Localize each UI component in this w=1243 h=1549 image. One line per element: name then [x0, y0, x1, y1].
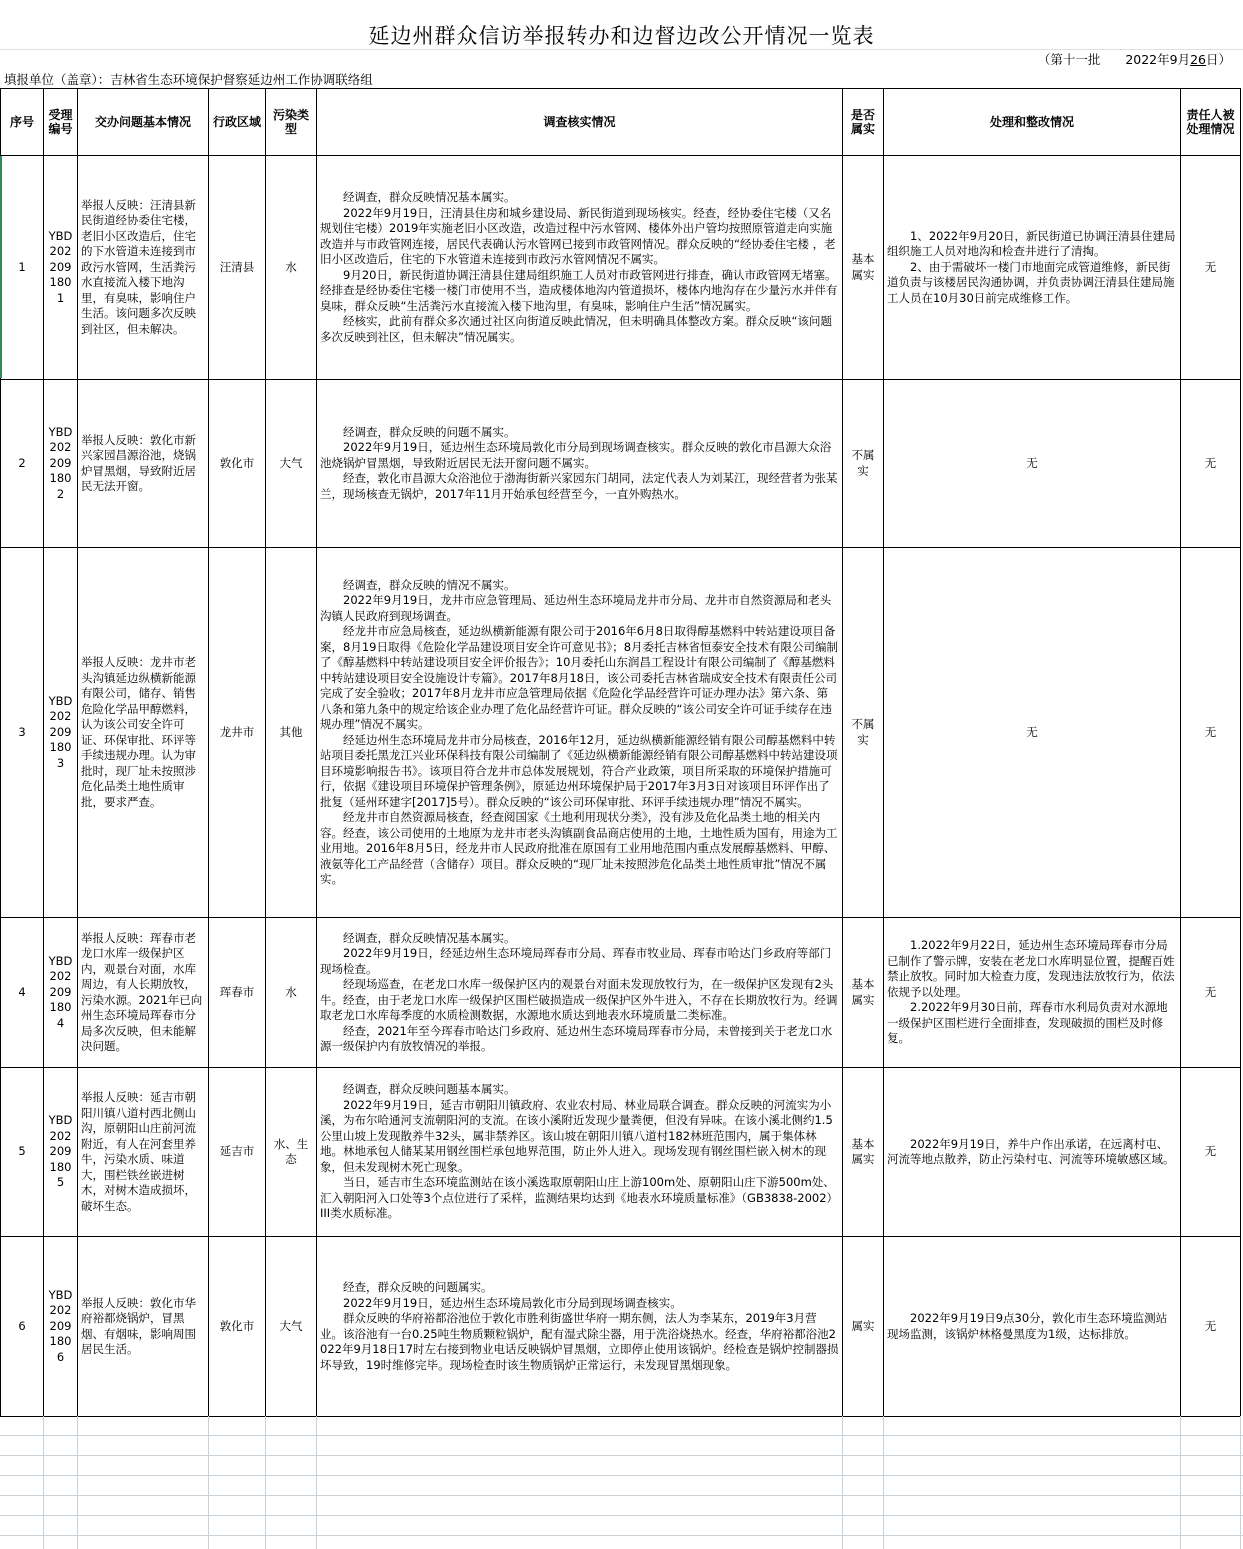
cell-investigation [317, 1237, 843, 1417]
investigation-paragraph: 经查，群众反映的问题属实。 [343, 1280, 493, 1294]
table-row [1, 1068, 1241, 1237]
rectification-paragraph: 2.2022年9月30日前，珲春市水利局负责对水源地一级保护区围栏进行全面排查，发现破损的围栏及时修复。 [887, 1000, 1168, 1046]
investigation-paragraph: 2022年9月19日，汪清县住房和城乡建设局、新民街道到现场核实。经查，经协委住宅楼（又名规划住宅楼）2019年实施老旧小区改造，改造过程中污水管网、楼体外出户管均按照原管道走向实施改造并与市政管网连接，居民代表确认污水管网已接到市政管网情况。群众反映的“经协委住宅楼 ，老旧小区改造后，住宅的下水管道未连接到市政污水管网情况不属实。 [320, 205, 836, 266]
cell-region: 珲春市 [209, 918, 266, 1068]
cell-case-no: YBD2022091805 [44, 1068, 78, 1237]
investigation-paragraph: 经调查，群众反映问题基本属实。 [343, 1082, 516, 1097]
cell-rectification [884, 1068, 1181, 1237]
cell-seq: 1 [1, 156, 44, 380]
cell-issue: 举报人反映：珲春市老龙口水库一级保护区内，观景台对面，水库周边，有人长期放牧，污染水源。2021年已向州生态环境局珲春市分局多次反映，但未能解决问题。 [78, 918, 209, 1068]
cell-investigation [317, 548, 843, 918]
cell-accountability: 无 [1181, 1237, 1241, 1417]
header-region: 行政区域 [209, 89, 266, 156]
cell-verified: 属实 [843, 1237, 884, 1417]
investigation-paragraph: 当日，延吉市生态环境监测站在该小溪选取原朝阳山庄上游100m处、原朝阳山庄下游500m处、汇入朝阳河入口处等3个点位进行了采样，监测结果均达到《地表水环境质量标准》（GB3838-2002）III类水质标准。 [320, 1175, 839, 1221]
disclosure-table [0, 88, 1241, 1417]
rectification-paragraph: 2022年9月19日，养牛户作出承诺，在远离村屯、河流等地点散养，防止污染村屯、河流等环境敏感区域。 [887, 1136, 1175, 1166]
cell-seq: 5 [1, 1068, 44, 1237]
cell-region: 敦化市 [209, 1237, 266, 1417]
cell-case-no: YBD2022091804 [44, 918, 78, 1068]
cell-issue: 举报人反映：延吉市朝阳川镇八道村西北侧山沟，原朝阳山庄前河流附近，有人在河套里养牛，污染水质、味道大，围栏铁丝嵌进树木，对树木造成损坏，破坏生态。 [78, 1068, 209, 1237]
header-verified: 是否属实 [843, 89, 884, 156]
cell-accountability: 无 [1181, 548, 1241, 918]
active-cell-marker [0, 156, 2, 378]
investigation-paragraph: 经龙井市自然资源局核查，经查阅国家《土地利用现状分类》，没有涉及危化品类土地的相关内容。经查，该公司使用的土地原为龙井市老头沟镇副食品商店使用的土地，土地性质为国有，用途为工业用地。2016年8月5日，经龙井市人民政府批准在原国有工业用地范围内重点发展醇基燃料、甲醇、液氨等化工产品经营（含储存）项目。群众反映的“现厂址未按照涉危化品类土地性质审批”情况不属实。 [320, 810, 838, 886]
investigation-paragraph: 2022年9月19日，龙井市应急管理局、延边州生态环境局龙井市分局、龙井市自然资源局和老头沟镇人民政府到现场调查。 [320, 593, 832, 623]
investigation-paragraph: 9月20日，新民街道协调汪清县住建局组织施工人员对市政管网进行排查，确认市政管网无堵塞。经排查是经协委住宅楼一楼门市使用不当，造成楼体地沟内管道损坏，楼体内地沟存在少量污水并伴有臭味，群众反映“生活粪污水直接流入楼下地沟里，有臭味，影响住户生活”情况属实。 [320, 267, 838, 313]
cell-seq: 6 [1, 1237, 44, 1417]
cell-pollution: 水 [266, 918, 317, 1068]
cell-accountability: 无 [1181, 156, 1241, 380]
batch-prefix: （第十一批 2022年9月 [1037, 52, 1191, 67]
cell-pollution: 其他 [266, 548, 317, 918]
cell-accountability: 无 [1181, 1068, 1241, 1237]
cell-verified: 不属实 [843, 548, 884, 918]
header-case-no: 受理编号 [44, 89, 78, 156]
investigation-paragraph: 2022年9月19日，延边州生态环境局敦化市分局到现场调查核实。 [343, 1295, 682, 1310]
cell-issue: 举报人反映：敦化市华府裕都烧锅炉，冒黑烟、有烟味，影响周围居民生活。 [78, 1237, 209, 1417]
batch-info [1038, 50, 1231, 68]
cell-pollution: 大气 [266, 380, 317, 548]
batch-suffix: 日） [1205, 52, 1231, 67]
cell-rectification: 无 [884, 380, 1181, 548]
cell-verified: 基本属实 [843, 918, 884, 1068]
cell-rectification [884, 1237, 1181, 1417]
cell-accountability: 无 [1181, 380, 1241, 548]
investigation-paragraph: 经查，敦化市昌源大众浴池位于渤海街新兴家园东门胡同，法定代表人为刘某江，现经营者为张某兰，现场核查无锅炉，2017年11月开始承包经营至今，一直外购热水。 [320, 471, 838, 501]
table-row [1, 156, 1241, 380]
rectification-paragraph: 1.2022年9月22日，延边州生态环境局珲春市分局已制作了警示牌，安装在老龙口水库明显位置，提醒百姓禁止放牧。同时加大检查力度，发现违法放牧行为，依法依规予以处理。 [887, 938, 1175, 999]
cell-region: 龙井市 [209, 548, 266, 918]
cell-region: 敦化市 [209, 380, 266, 548]
header-rectification: 处理和整改情况 [884, 89, 1181, 156]
investigation-paragraph: 2022年9月19日，延吉市朝阳川镇政府、农业农村局、林业局联合调查。群众反映的河流实为小溪，为布尔哈通河支流朝阳河的支流。在该小溪附近发现少量粪便，但没有异味。在该小溪北侧约1.5公里山坡上发现散养牛32头，属非禁养区。该山坡在朝阳川镇八道村182林班范围内，属于集体林地。林地承包人储某某用钢丝围栏承包地界范围，防止外人进入。现场发现有钢丝围栏嵌入树木的现象，但未发现树木死亡现象。 [320, 1097, 833, 1174]
header-row [1, 89, 1241, 156]
cell-issue: 举报人反映：龙井市老头沟镇延边纵横新能源有限公司，储存、销售危险化学品甲醇燃料，认为该公司安全许可证、环保审批、环评等手续违规办理。认为审批时，现厂址未按照涉危化品类土地性质审批，要求严查。 [78, 548, 209, 918]
cell-case-no: YBD2022091803 [44, 548, 78, 918]
investigation-paragraph: 经调查，群众反映情况基本属实。 [343, 190, 516, 204]
cell-rectification [884, 918, 1181, 1068]
cell-verified: 基本属实 [843, 156, 884, 380]
cell-rectification: 无 [884, 548, 1181, 918]
cell-investigation [317, 918, 843, 1068]
cell-verified: 不属实 [843, 380, 884, 548]
cell-pollution: 水 [266, 156, 317, 380]
cell-seq: 2 [1, 380, 44, 548]
investigation-paragraph: 群众反映的华府裕都浴池位于敦化市胜利街盛世华府一期东侧，法人为李某东，2019年3月营业。该浴池有一台0.25吨生物质颗粒锅炉，配有湿式除尘器，用于洗浴烧热水。经查，华府裕都浴池2022年9月18日17时左右接到物业电话反映锅炉冒黑烟，立即停止使用该锅炉。经检查是锅炉控制器损坏导致，19时维修完毕。现场检查时该生物质锅炉正常运行，未发现冒黑烟现象。 [320, 1311, 839, 1372]
rectification-paragraph: 2022年9月19日9点30分，敦化市生态环境监测站现场监测，该锅炉林格曼黑度为1级，达标排放。 [887, 1311, 1168, 1341]
investigation-paragraph: 经现场巡查，在老龙口水库一级保护区内的观景台对面未发现放牧行为，在一级保护区发现有2头牛。经查，由于老龙口水库一级保护区围栏破损造成一级保护区外牛进入，不存在长期放牧行为。经调取老龙口水库每季度的水质检测数据，水源地水质达到地表水环境质量二类标准。 [320, 977, 838, 1022]
investigation-paragraph: 经查，2021年至今珲春市哈达门乡政府、延边州生态环境局珲春市分局，未曾接到关于老龙口水源一级保护内有放牧情况的举报。 [320, 1023, 833, 1053]
empty-spreadsheet-grid [0, 1416, 1243, 1549]
header-seq: 序号 [1, 89, 44, 156]
cell-verified: 基本属实 [843, 1068, 884, 1237]
table-row [1, 380, 1241, 548]
cell-case-no: YBD2022091806 [44, 1237, 78, 1417]
investigation-paragraph: 经调查，群众反映的情况不属实。 [343, 577, 516, 592]
investigation-paragraph: 经龙井市应急局核查，延边纵横新能源有限公司于2016年6月8日取得醇基燃料中转站建设项目备案，8月19日取得《危险化学品建设项目安全许可意见书》；8月委托吉林省恒泰安全技术有限公司编制了《醇基燃料中转站建设项目安全评价报告》；10月委托山东润昌工程设计有限公司编制了《醇基燃料中转站建设项目安全设施设计专篇》。2017年8月18日，该公司委托吉林省瑞成安全技术有限责任公司完成了安全验收；2017年8月龙井市应急管理局依据《危险化学品经营许可证办理办法》第六条、第八条和第九条中的规定给该企业办理了危化品经营许可证。群众反映的“该公司安全许可证手续存在违规办理”情况不属实。 [320, 624, 839, 731]
cell-pollution: 大气 [266, 1237, 317, 1417]
header-issue: 交办问题基本情况 [78, 89, 209, 156]
table-row [1, 548, 1241, 918]
table-row [1, 918, 1241, 1068]
cell-accountability: 无 [1181, 918, 1241, 1068]
rectification-paragraph: 1、2022年9月20日，新民街道已协调汪清县住建局组织施工人员对地沟和检查井进行了清掏。 [887, 228, 1176, 259]
cell-region: 延吉市 [209, 1068, 266, 1237]
header-pollution: 污染类型 [266, 89, 317, 156]
filler-unit: 填报单位（盖章）：吉林省生态环境保护督察延边州工作协调联络组 [4, 72, 373, 87]
table-row [1, 1237, 1241, 1417]
cell-issue: 举报人反映：汪清县新民街道经协委住宅楼，老旧小区改造后，住宅的下水管道未连接到市政污水管网，生活粪污水直接流入楼下地沟里，有臭味，影响住户生活。该问题多次反映到社区，但未解决。 [78, 156, 209, 380]
investigation-paragraph: 经调查，群众反映的问题不属实。 [343, 424, 516, 439]
rectification-paragraph: 2、由于需破坏一楼门市地面完成管道维修，新民街道负责与该楼居民沟通协调，并负责协调汪清县住建局施工人员在10月30日前完成维修工作。 [887, 259, 1175, 305]
page-title: 延边州群众信访举报转办和边督边改公开情况一览表 [368, 24, 875, 48]
investigation-paragraph: 2022年9月19日，延边州生态环境局敦化市分局到现场调查核实。群众反映的敦化市昌源大众浴池烧锅炉冒黑烟，导致附近居民无法开窗问题不属实。 [320, 440, 832, 470]
cell-case-no: YBD2022091802 [44, 380, 78, 548]
investigation-paragraph: 经核实，此前有群众多次通过社区向街道反映此情况，但未明确具体整改方案。群众反映“该问题多次反映到社区，但未解决”情况属实。 [320, 314, 832, 344]
investigation-paragraph: 经延边州生态环境局龙井市分局核查，2016年12月，延边纵横新能源经销有限公司醇基燃料中转站项目委托黑龙江兴业环保科技有限公司编制了《延边纵横新能源经销有限公司醇基燃料中转站建设项目环境影响报告书》。该项目符合龙井市总体发展规划，符合产业政策，项目所采取的环境保护措施可行，依据《建设项目环境保护管理条例》，原延边州环境保护局于2017年3月3日对该项目环评作出了批复（延州环建字[2017]5号）。群众反映的“该公司环保审批、环评手续违规办理”情况不属实。 [320, 732, 838, 809]
cell-case-no: YBD2022091801 [44, 156, 78, 380]
cell-pollution: 水、生态 [266, 1068, 317, 1237]
header-accountability: 责任人被处理情况 [1181, 89, 1241, 156]
cell-seq: 4 [1, 918, 44, 1068]
investigation-paragraph: 2022年9月19日，经延边州生态环境局珲春市分局、珲春市牧业局、珲春市哈达门乡政府等部门现场检查。 [320, 946, 832, 976]
cell-seq: 3 [1, 548, 44, 918]
cell-investigation [317, 156, 843, 380]
cell-issue: 举报人反映：敦化市新兴家园昌源浴池，烧锅炉冒黑烟，导致附近居民无法开窗。 [78, 380, 209, 548]
header-investigation: 调查核实情况 [317, 89, 843, 156]
cell-region: 汪清县 [209, 156, 266, 380]
investigation-paragraph: 经调查，群众反映情况基本属实。 [343, 930, 516, 945]
batch-day: 26 [1190, 52, 1206, 67]
cell-investigation [317, 1068, 843, 1237]
cell-investigation [317, 380, 843, 548]
cell-rectification [884, 156, 1181, 380]
